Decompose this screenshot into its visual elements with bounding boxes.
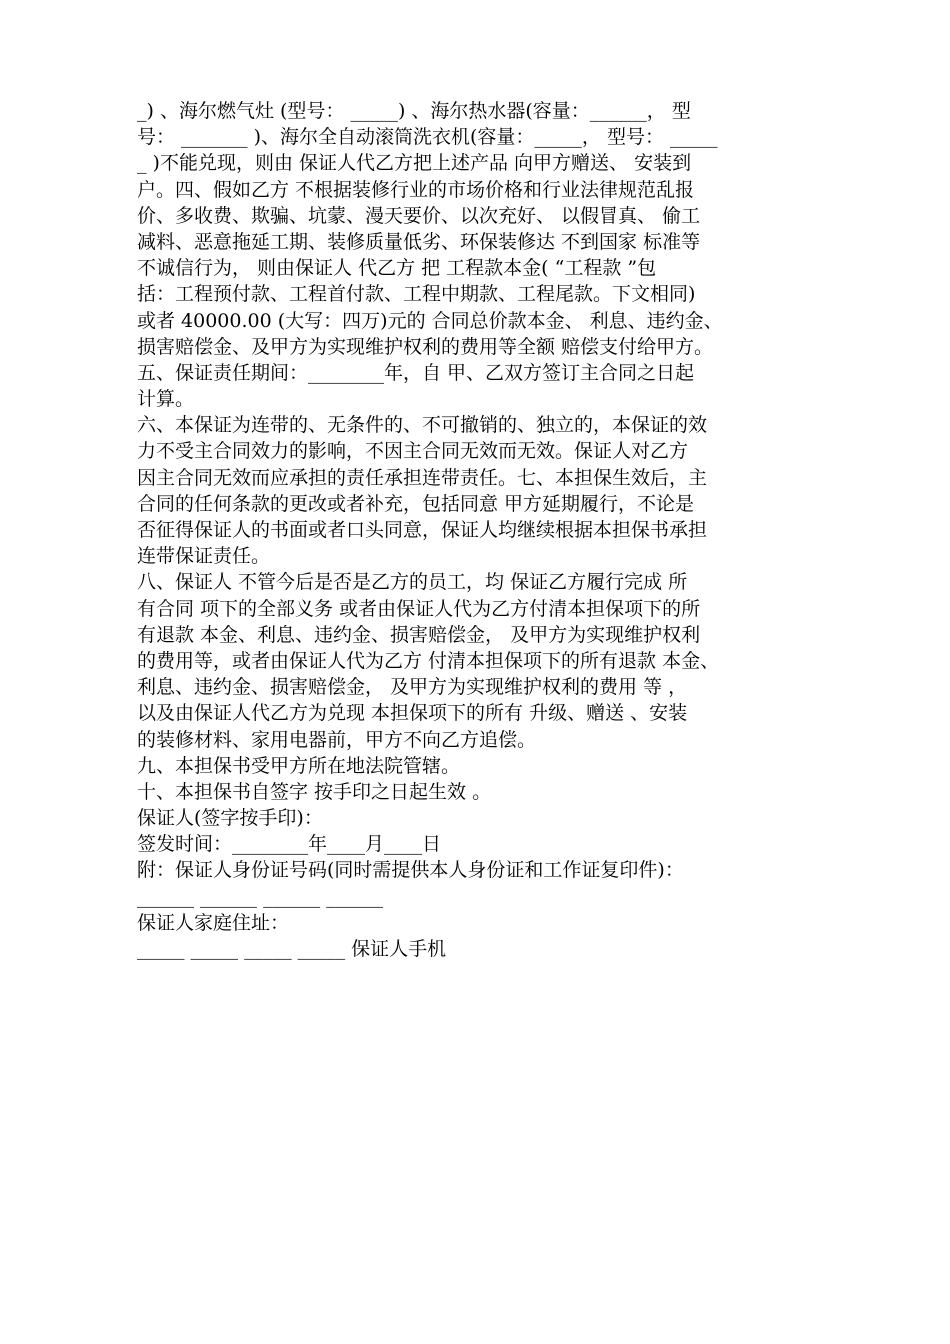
text-line: 减料、恶意拖延工期、装修质量低劣、环保装修达 不到国家 标准等 (137, 230, 701, 253)
text-line: 八、保证人 不管今后是否是乙方的员工，均 保证乙方履行完成 所 (137, 571, 688, 594)
text-line: _ )不能兑现，则由 保证人代乙方把上述产品 向甲方赠送、 安装到 (137, 152, 692, 175)
text-line: 计算。 (137, 388, 195, 411)
id-number-label: 附：保证人身份证号码(同时需提供本人身份证和工作证复印件)： (137, 859, 684, 882)
text-line: 括：工程预付款、工程首付款、工程中期款、工程尾款。下文相同) (137, 283, 696, 306)
text-line: 连带保证责任。 (137, 545, 271, 568)
text-line: 否征得保证人的书面或者口头同意，保证人均继续根据本担保书承担 (137, 519, 708, 541)
text-line: 号： _______ )、海尔全自动滚筒洗衣机(容量：_____， 型号： _____ (137, 126, 718, 149)
text-line: 力不受主合同效力的影响，不因主合同无效而无效。保证人对乙方 (137, 440, 689, 463)
text-line: 有退款 本金、利息、违约金、损害赔偿金， 及甲方为实现维护权利 (137, 623, 701, 646)
text-line: 价、多收费、欺骗、坑蒙、漫天要价、以次充好、 以假冒真、 偷工 (137, 204, 701, 227)
address-phone-line: _____ _____ _____ _____ 保证人手机 (137, 938, 447, 960)
text-line: 六、本保证为连带的、无条件的、不可撤销的、独立的，本保证的效 (137, 414, 708, 437)
text-line: 以及由保证人代乙方为兑现 本担保项下的所有 升级、赠送 、安装 (137, 702, 688, 725)
text-line: 九、本担保书受甲方所在地法院管辖。 (137, 754, 461, 777)
text-line: 或者 40000.00 (大写：四万)元的 合同总价款本金、 利息、违约金、 (137, 309, 723, 332)
text-line: 五、保证责任期间：________年，自 甲、乙双方签订主合同之日起 (137, 361, 695, 384)
signature-label: 保证人(签字按手印)： (137, 807, 323, 830)
text-line: 损害赔偿金、及甲方为实现维护权利的费用等全额 赔偿支付给甲方。 (137, 335, 714, 358)
document-body (137, 98, 827, 962)
text-line: _) 、海尔燃气灶 (型号： _____) 、海尔热水器(容量：______， 型 (137, 100, 691, 122)
text-line: 十、本担保书自签字 按手印之日起生效 。 (137, 780, 492, 803)
issue-date-line: 签发时间：________年____月____日 (137, 833, 442, 856)
text-line: 不诚信行为， 则由保证人 代乙方 把 工程款本金( “工程款 ”包 (137, 257, 657, 280)
text-line: 有合同 项下的全部义务 或者由保证人代为乙方付清本担保项下的所 (137, 597, 701, 620)
id-number-blanks: ______ ______ ______ ______ (137, 885, 384, 908)
text-line: 合同的任何条款的更改或者补充，包括同意 甲方延期履行，不论是 (137, 492, 695, 515)
home-address-label: 保证人家庭住址： (137, 911, 290, 934)
text-line: 的装修材料、家用电器前，甲方不向乙方追偿。 (137, 728, 537, 751)
text-line: 的费用等，或者由保证人代为乙方 付清本担保项下的所有退款 本金、 (137, 649, 720, 672)
text-line: 因主合同无效而应承担的责任承担连带责任。七、本担保生效后，主 (137, 466, 708, 489)
text-line: 户。四、假如乙方 不根据装修行业的市场价格和行业法律规范乱报 (137, 178, 695, 201)
text-line: 利息、违约金、损害赔偿金， 及甲方为实现维护权利的费用 等 ， (137, 676, 688, 699)
